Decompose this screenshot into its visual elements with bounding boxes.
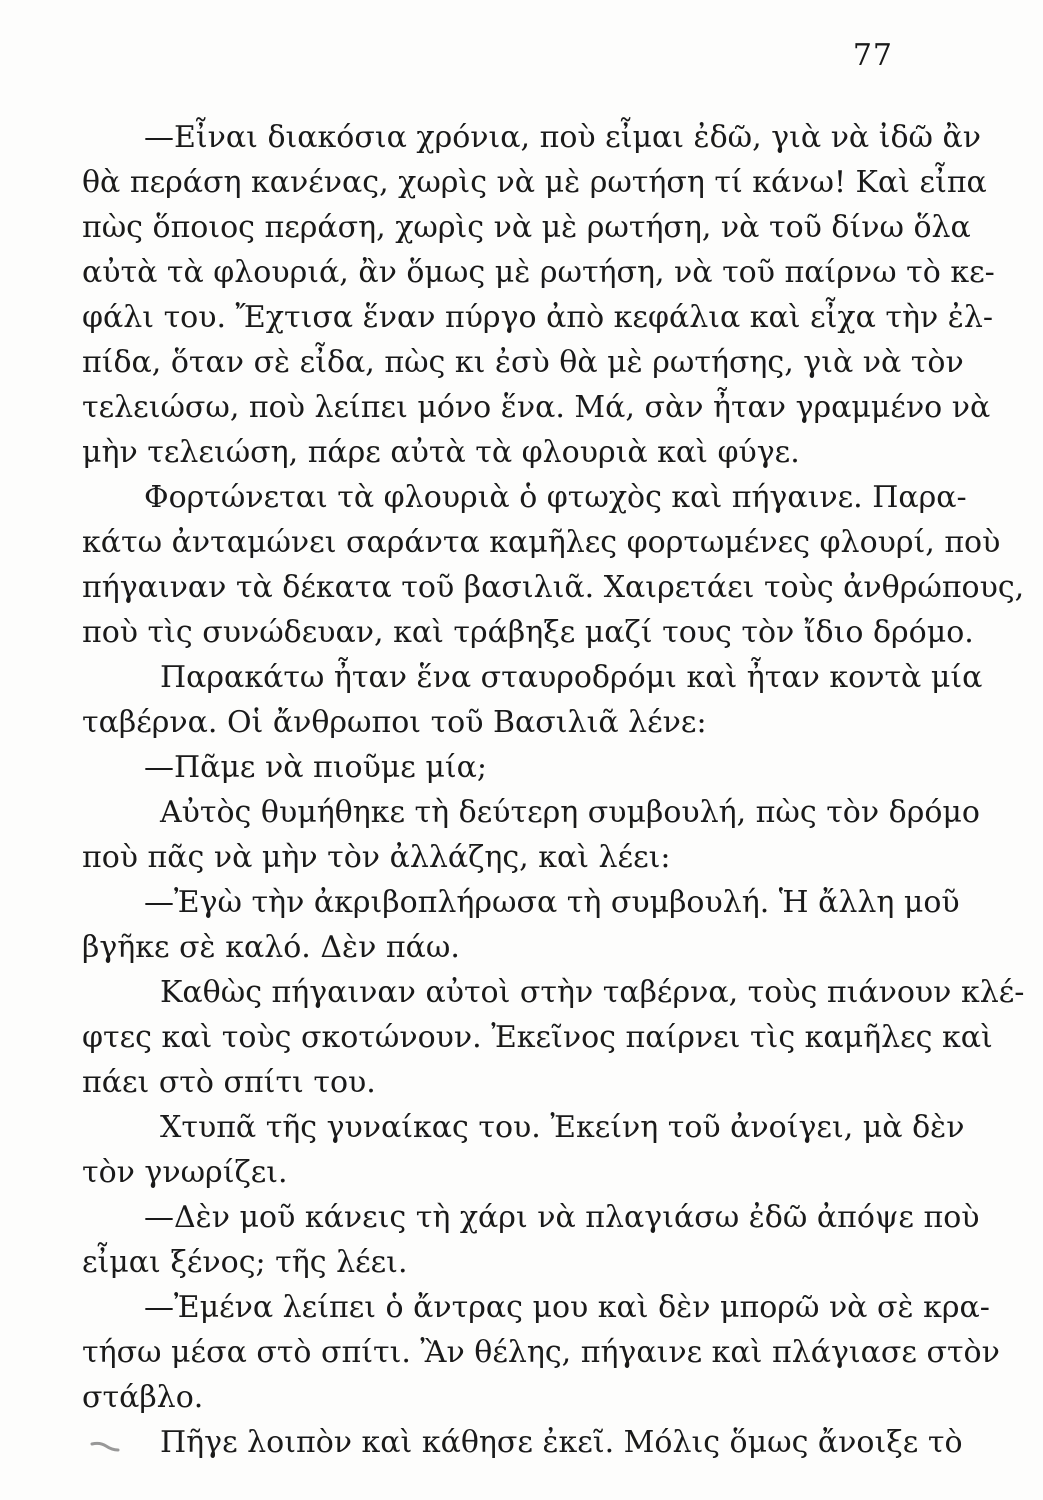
- text-line: τήσω μέσα στὸ σπίτι. Ἂν θέλης, πήγαινε καὶ πλάγιασε στὸν: [82, 1335, 1000, 1370]
- text-line: κάτω ἀνταμώνει σαράντα καμῆλες φορτωμένες φλουρί, ποὺ: [82, 525, 1001, 560]
- text-line: πίδα, ὅταν σὲ εἶδα, πὼς κι ἐσὺ θὰ μὲ ρωτήσης, γιὰ νὰ τὸν: [82, 345, 964, 380]
- text-line: ποὺ τὶς συνώδευαν, καὶ τράβηξε μαζί τους τὸν ἴδιο δρόμο.: [82, 615, 974, 650]
- text-line: —Δὲν μοῦ κάνεις τὴ χάρι νὰ πλαγιάσω ἐδῶ ἀπόψε ποὺ: [144, 1200, 980, 1235]
- text-line: φτες καὶ τοὺς σκοτώνουν. Ἐκεῖνος παίρνει τὶς καμῆλες καὶ: [82, 1020, 993, 1055]
- text-line: —Ἐμένα λείπει ὁ ἄντρας μου καὶ δὲν μπορῶ νὰ σὲ κρα-: [144, 1290, 990, 1325]
- text-line: —Ἐγὼ τὴν ἀκριβοπλήρωσα τὴ συμβουλή. Ἡ ἄλλη μοῦ: [144, 885, 960, 920]
- text-line: Χτυπᾶ τῆς γυναίκας του. Ἐκείνη τοῦ ἀνοίγει, μὰ δὲν: [160, 1110, 965, 1145]
- text-line: Αὐτὸς θυμήθηκε τὴ δεύτερη συμβουλή, πὼς τὸν δρόμο: [160, 795, 980, 830]
- text-line: Καθὼς πήγαιναν αὐτοὶ στὴν ταβέρνα, τοὺς πιάνουν κλέ-: [160, 975, 1025, 1010]
- text-line: τελειώσω, ποὺ λείπει μόνο ἕνα. Μά, σὰν ἦταν γραμμένο νὰ: [82, 390, 991, 425]
- text-line: πάει στὸ σπίτι του.: [82, 1065, 376, 1100]
- text-line: Πῆγε λοιπὸν καὶ κάθησε ἐκεῖ. Μόλις ὅμως ἄνοιξε τὸ: [160, 1425, 963, 1460]
- text-line: βγῆκε σὲ καλό. Δὲν πάω.: [82, 930, 460, 965]
- text-line: θὰ περάση κανένας, χωρὶς νὰ μὲ ρωτήση τί κάνω! Καὶ εἶπα: [82, 165, 987, 200]
- text-line: φάλι του. Ἔχτισα ἕναν πύργο ἀπὸ κεφάλια καὶ εἶχα τὴν ἐλ-: [82, 300, 993, 335]
- text-line: πήγαιναν τὰ δέκατα τοῦ βασιλιᾶ. Χαιρετάει τοὺς ἀνθρώπους,: [82, 570, 1025, 605]
- text-line: Παρακάτω ἦταν ἕνα σταυροδρόμι καὶ ἦταν κοντὰ μία: [160, 660, 983, 695]
- text-line: —Πᾶμε νὰ πιοῦμε μία;: [144, 750, 488, 785]
- text-line: —Εἶναι διακόσια χρόνια, ποὺ εἶμαι ἐδῶ, γιὰ νὰ ἰδῶ ἂν: [144, 120, 982, 155]
- text-line: πὼς ὅποιος περάση, χωρὶς νὰ μὲ ρωτήση, νὰ τοῦ δίνω ὅλα: [82, 210, 971, 245]
- text-line: ποὺ πᾶς νὰ μὴν τὸν ἀλλάζης, καὶ λέει:: [82, 840, 671, 875]
- text-line: Φορτώνεται τὰ φλουριὰ ὁ φτωχὸς καὶ πήγαινε. Παρα-: [144, 480, 967, 515]
- ink-smudge-icon: [90, 1440, 120, 1454]
- text-line: ταβέρνα. Οἱ ἄνθρωποι τοῦ Βασιλιᾶ λένε:: [82, 705, 707, 740]
- text-line: τὸν γνωρίζει.: [82, 1155, 288, 1190]
- text-line: εἶμαι ξένος; τῆς λέει.: [82, 1245, 408, 1280]
- text-line: αὐτὰ τὰ φλουριά, ἂν ὅμως μὲ ρωτήση, νὰ τοῦ παίρνω τὸ κε-: [82, 255, 995, 290]
- text-line: μὴν τελειώση, πάρε αὐτὰ τὰ φλουριὰ καὶ φύγε.: [82, 435, 800, 470]
- text-line: στάβλο.: [82, 1380, 204, 1415]
- page-number: 77: [852, 38, 893, 73]
